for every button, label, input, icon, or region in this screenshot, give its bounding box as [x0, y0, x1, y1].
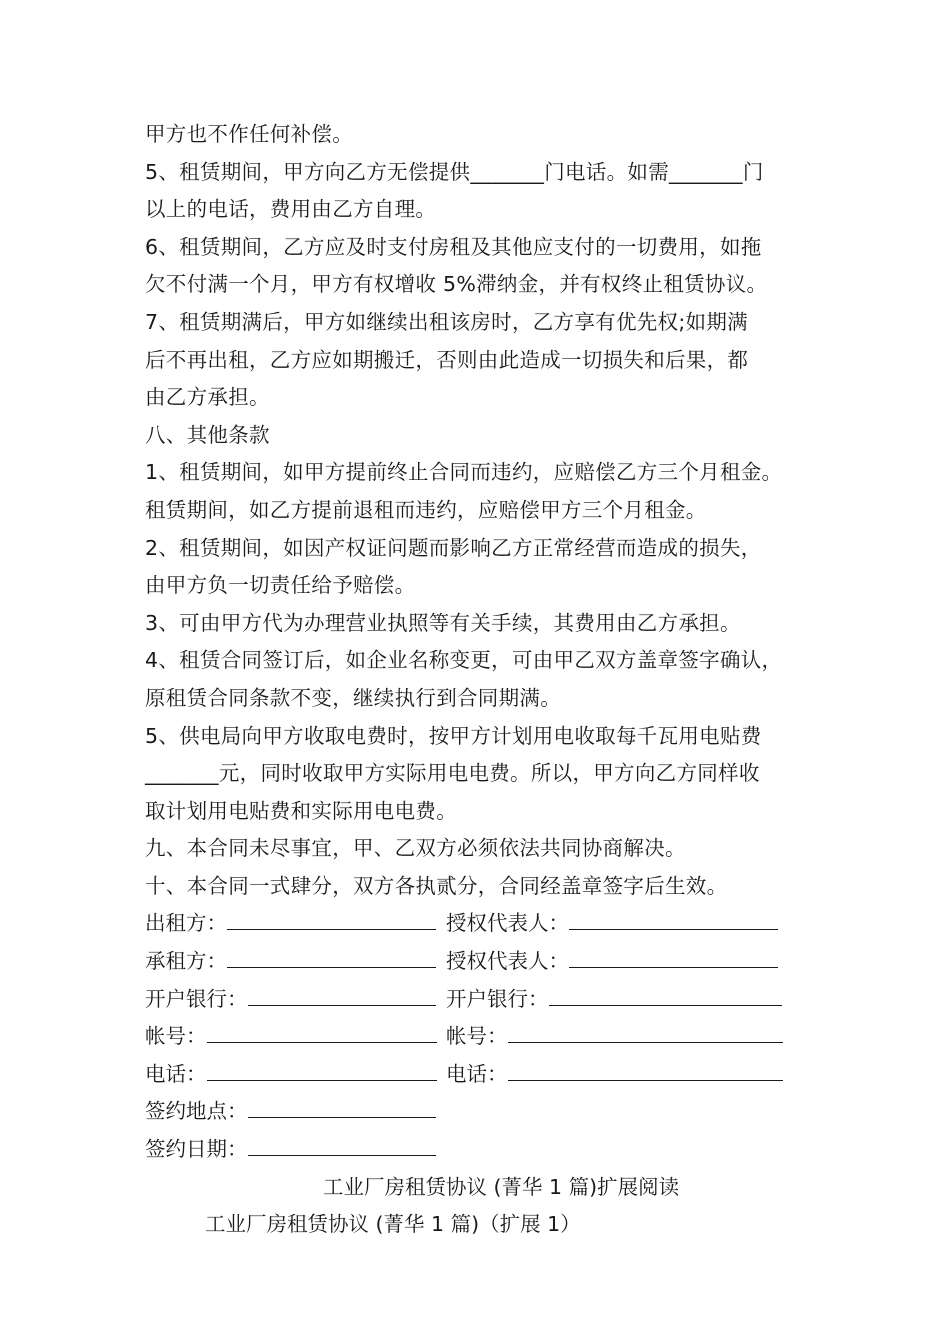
phone-blank-line-left	[207, 1058, 437, 1081]
paragraph-line: 4、租赁合同签订后，如企业名称变更，可由甲乙双方盖章签字确认，	[145, 648, 783, 673]
bank-field-right	[446, 981, 782, 1019]
lessor-rep-label: 授权代表人：	[446, 911, 569, 936]
paragraph-line: 租赁期间，如乙方提前退租而违约，应赔偿甲方三个月租金。	[145, 497, 707, 522]
signature-row-date	[145, 1131, 835, 1169]
account-field-left	[145, 1018, 437, 1056]
lessee-rep-field	[446, 943, 778, 981]
account-field-right	[446, 1018, 783, 1056]
paragraph-line: _______元，同时收取甲方实际用电电费。所以，甲方向乙方同样收	[145, 761, 760, 786]
paragraph-line: 6、租赁期间，乙方应及时支付房租及其他应支付的一切费用，如拖	[145, 234, 762, 259]
paragraph-line: 1、租赁期间，如甲方提前终止合同而违约，应赔偿乙方三个月租金。	[145, 460, 783, 485]
paragraph-line: 5、租赁期间，甲方向乙方无偿提供_______门电话。如需_______门	[145, 159, 764, 184]
lessee-rep-blank-line	[569, 945, 778, 968]
account-label-right: 帐号：	[446, 1024, 508, 1049]
bank-blank-line-right	[549, 983, 782, 1006]
place-blank-line	[248, 1095, 436, 1118]
lessee-rep-label: 授权代表人：	[446, 949, 569, 974]
section-heading: 九、本合同未尽事宜，甲、乙双方必须依法共同协商解决。	[145, 836, 686, 861]
document-body	[145, 116, 835, 1244]
bank-label-left: 开户银行：	[145, 986, 248, 1011]
extended-reading-title-row	[145, 1169, 835, 1207]
lessor-rep-blank-line	[569, 907, 778, 930]
extended-reading-title: 工业厂房租赁协议 (菁华 1 篇)扩展阅读	[323, 1174, 680, 1199]
paragraph-line: 取计划用电贴费和实际用电电费。	[145, 798, 457, 823]
lessee-field	[145, 943, 436, 981]
paragraph-line: 由甲方负一切责任给予赔偿。	[145, 573, 416, 598]
paragraph-line: 3、可由甲方代为办理营业执照等有关手续，其费用由乙方承担。	[145, 610, 741, 635]
date-field	[145, 1131, 436, 1169]
paragraph-line: 后不再出租，乙方应如期搬迁，否则由此造成一切损失和后果，都	[145, 347, 749, 372]
lessor-field	[145, 905, 436, 943]
phone-field-right	[446, 1056, 783, 1094]
account-blank-line-right	[508, 1020, 783, 1043]
signature-row-lessor	[145, 905, 835, 943]
signature-row-place	[145, 1093, 835, 1131]
paragraph-line: 甲方也不作任何补偿。	[145, 122, 353, 146]
account-label-left: 帐号：	[145, 1024, 207, 1049]
bank-label-right: 开户银行：	[446, 986, 549, 1011]
section-heading: 八、其他条款	[145, 422, 270, 447]
bank-blank-line-left	[248, 983, 436, 1006]
paragraph-line: 7、租赁期满后，甲方如继续出租该房时，乙方享有优先权;如期满	[145, 309, 748, 334]
lessor-rep-field	[446, 905, 778, 943]
phone-blank-line-right	[508, 1058, 783, 1081]
phone-label-right: 电话：	[446, 1061, 508, 1086]
paragraph-line: 2、租赁期间，如因产权证问题而影响乙方正常经营而造成的损失，	[145, 535, 762, 560]
signature-row-lessee	[145, 943, 835, 981]
signature-row-phone	[145, 1056, 835, 1094]
lessor-label: 出租方：	[145, 911, 227, 936]
phone-field-left	[145, 1056, 437, 1094]
paragraph-line: 5、供电局向甲方收取电费时，按甲方计划用电收取每千瓦用电贴费	[145, 723, 762, 748]
account-blank-line-left	[207, 1020, 437, 1043]
extended-reading-subtitle: 工业厂房租赁协议 (菁华 1 篇)（扩展 1）	[205, 1212, 581, 1237]
date-blank-line	[248, 1133, 436, 1156]
paragraph-line: 欠不付满一个月，甲方有权增收 5%滞纳金，并有权终止租赁协议。	[145, 272, 768, 297]
paragraph-line: 原租赁合同条款不变，继续执行到合同期满。	[145, 685, 561, 710]
place-label: 签约地点：	[145, 1099, 248, 1124]
bank-field-left	[145, 981, 436, 1019]
date-label: 签约日期：	[145, 1137, 248, 1162]
paragraph-line: 由乙方承担。	[145, 385, 270, 410]
lessee-blank-line	[227, 945, 436, 968]
place-field	[145, 1093, 436, 1131]
signature-row-account	[145, 1018, 835, 1056]
phone-label-left: 电话：	[145, 1061, 207, 1086]
extended-reading-subtitle-row	[145, 1206, 835, 1244]
section-heading: 十、本合同一式肆分，双方各执贰分，合同经盖章签字后生效。	[145, 873, 728, 898]
lessor-blank-line	[227, 907, 436, 930]
lessee-label: 承租方：	[145, 949, 227, 974]
signature-row-bank	[145, 981, 835, 1019]
paragraph-line: 以上的电话，费用由乙方自理。	[145, 197, 437, 222]
